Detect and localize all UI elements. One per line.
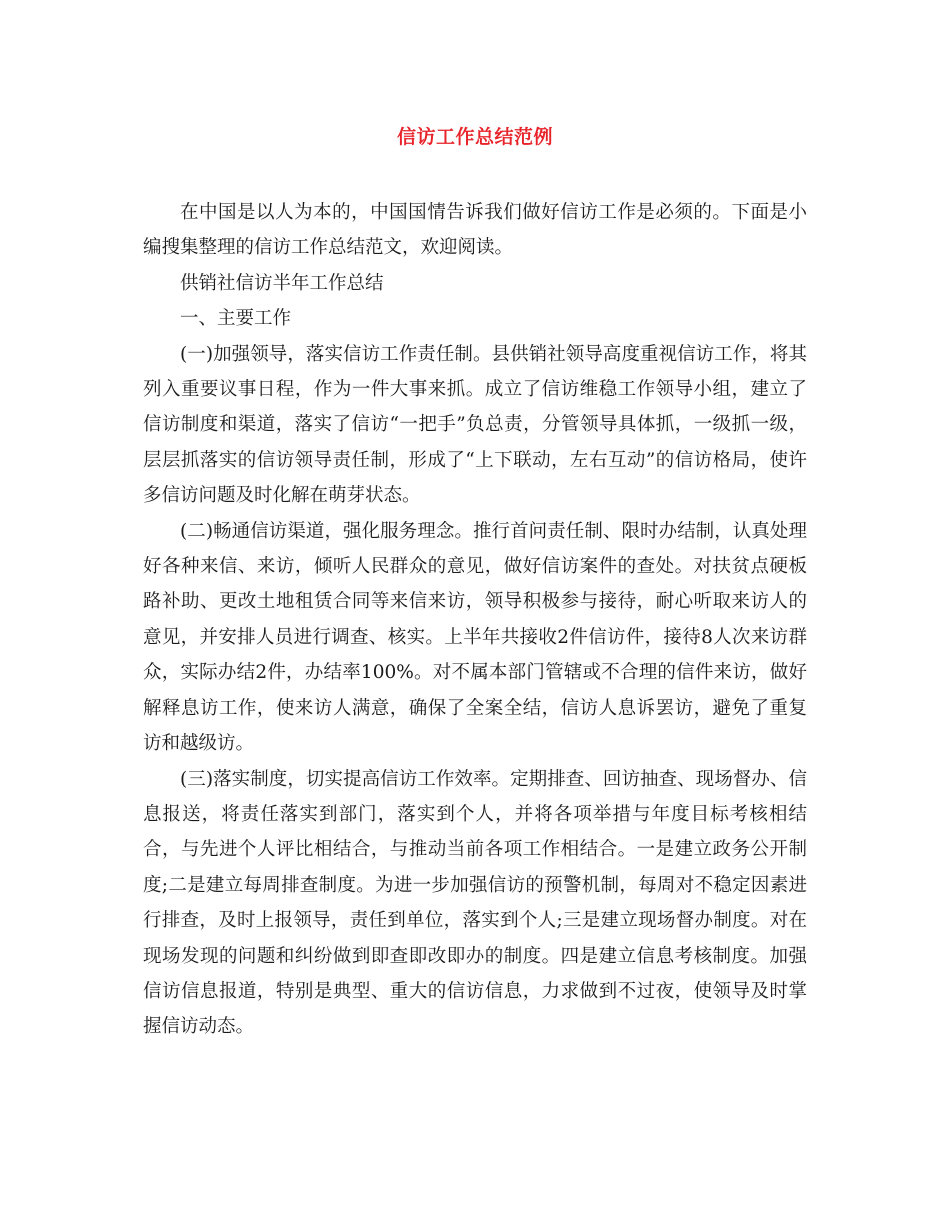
paragraph-leadership: (一)加强领导，落实信访工作责任制。县供销社领导高度重视信访工作，将其列入重要议事日程，作为一件大事来抓。成立了信访维稳工作领导小组，建立了信访制度和渠道，落实了信访“一把手”负总责，分管领导具体抓，一级抓一级，层层抓落实的信访领导责任制，形成了“上下联动，左右互动”的信访格局，使许多信访问题及时化解在萌芽状态。 [143,343,807,507]
intro-paragraph: 在中国是以人为本的，中国国情告诉我们做好信访工作是必须的。下面是小编搜集整理的信访工作总结范文，欢迎阅读。 [143,202,807,259]
paragraph-channels: (二)畅通信访渠道，强化服务理念。推行首问责任制、限时办结制，认真处理好各种来信、来访，倾听人民群众的意见，做好信访案件的查处。对扶贫点硬板路补助、更改土地租赁合同等来信来访，领导积极参与接待，耐心听取来访人的意见，并安排人员进行调查、核实。上半年共接收2件信访件，接待8人次来访群众，实际办结2件，办结率100%。对不属本部门管辖或不合理的信件来访，做好解释息访工作，使来访人满意，确保了全案全结，信访人息诉罢访，避免了重复访和越级访。 [143,520,807,755]
document-title: 信访工作总结范例 [396,126,553,148]
section-heading: 供销社信访半年工作总结 [180,272,384,294]
document-body [143,195,807,1045]
subsection-heading: 一、主要工作 [180,308,292,330]
paragraph-system: (三)落实制度，切实提高信访工作效率。定期排查、回访抽查、现场督办、信息报送，将责任落实到部门，落实到个人，并将各项举措与年度目标考核相结合，与先进个人评比相结合，与推动当前各项工作相结合。一是建立政务公开制度;二是建立每周排查制度。为进一步加强信访的预警机制，每周对不稳定因素进行排查，及时上报领导，责任到单位，落实到个人;三是建立现场督办制度。对在现场发现的问题和纠纷做到即查即改即办的制度。四是建立信息考核制度。加强信访信息报道，特别是典型、重大的信访信息，力求做到不过夜，使领导及时掌握信访动态。 [143,768,807,1038]
